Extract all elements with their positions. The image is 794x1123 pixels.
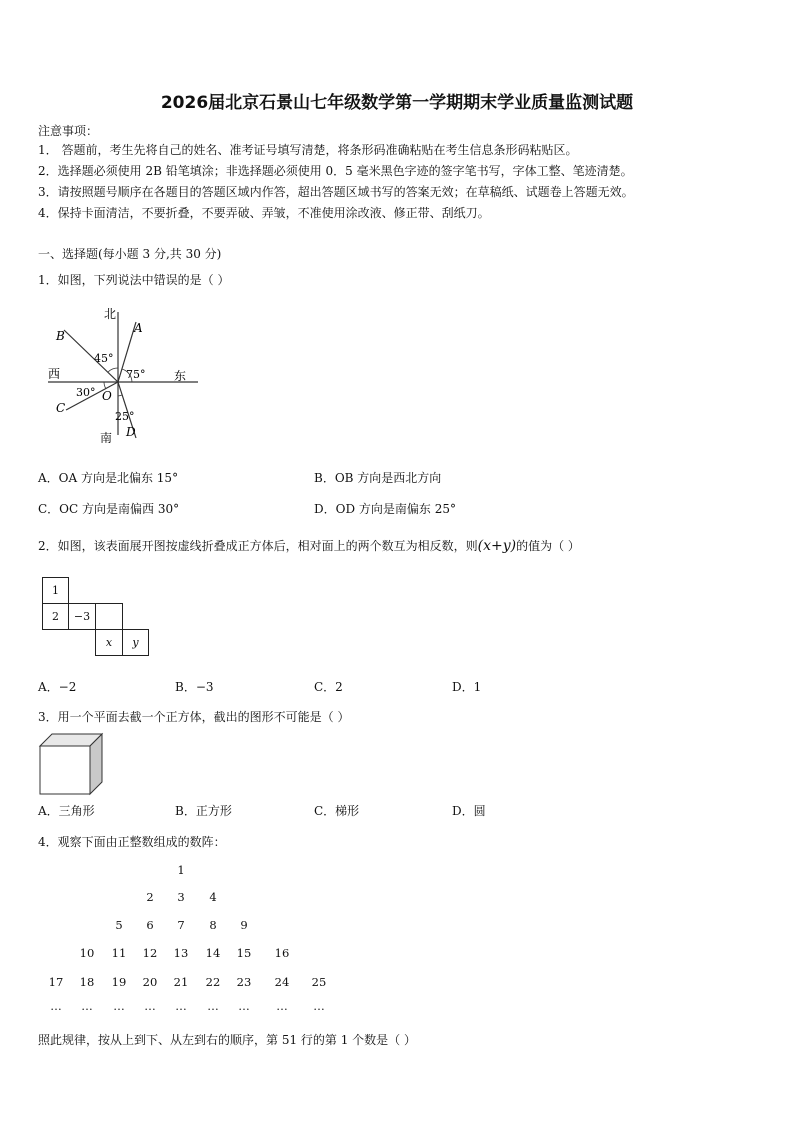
q3-option-c: C．梯形 bbox=[314, 804, 360, 818]
array-number: 9 bbox=[240, 918, 248, 932]
label-east: 东 bbox=[174, 369, 187, 383]
array-number: 16 bbox=[274, 946, 290, 960]
array-number: 21 bbox=[173, 975, 189, 989]
q3-option-a: A．三角形 bbox=[38, 804, 95, 818]
q2-stem-pre: 2．如图，该表面展开图按虚线折叠成正方体后，相对面上的两个数互为相反数，则 bbox=[38, 539, 478, 553]
array-number: 5 bbox=[115, 918, 123, 932]
label-c: C bbox=[56, 401, 66, 415]
array-number: 4 bbox=[209, 890, 217, 904]
array-number: … bbox=[144, 999, 156, 1013]
label-south: 南 bbox=[100, 431, 113, 445]
net-cell-x: x bbox=[95, 629, 123, 656]
array-number: … bbox=[113, 999, 125, 1013]
array-number: 11 bbox=[111, 946, 127, 960]
array-number: … bbox=[81, 999, 93, 1013]
array-number: … bbox=[238, 999, 250, 1013]
net-cell-2: 2 bbox=[42, 603, 69, 630]
question-4-stem: 4．观察下面由正整数组成的数阵： bbox=[38, 835, 226, 849]
array-number: 22 bbox=[205, 975, 221, 989]
q3-option-d: D．圆 bbox=[452, 804, 486, 818]
q2-option-b: B．−3 bbox=[175, 680, 214, 694]
array-number: … bbox=[175, 999, 187, 1013]
compass-figure bbox=[38, 300, 208, 450]
array-number: 20 bbox=[142, 975, 158, 989]
page-title: 2026届北京石景山七年级数学第一学期期末学业质量监测试题 bbox=[160, 93, 634, 113]
array-number: 15 bbox=[236, 946, 252, 960]
net-cell-blank bbox=[95, 603, 123, 630]
cube-figure bbox=[38, 732, 108, 796]
array-number: 23 bbox=[236, 975, 252, 989]
question-4-tail: 照此规律，按从上到下、从左到右的顺序，第 51 行的第 1 个数是（ ） bbox=[38, 1033, 416, 1047]
label-angle-45: 45° bbox=[94, 352, 114, 365]
array-number: 12 bbox=[142, 946, 158, 960]
array-number: 6 bbox=[146, 918, 154, 932]
question-1-stem: 1．如图，下列说法中错误的是（ ） bbox=[38, 273, 230, 287]
array-number: 8 bbox=[209, 918, 217, 932]
net-cell-minus3: −3 bbox=[68, 603, 96, 630]
q2-option-c: C．2 bbox=[314, 680, 343, 694]
array-number: 25 bbox=[311, 975, 327, 989]
array-number: 1 bbox=[177, 863, 185, 877]
label-angle-25: 25° bbox=[115, 410, 135, 423]
net-cell-1: 1 bbox=[42, 577, 69, 604]
section-heading: 一、选择题(每小题 3 分,共 30 分) bbox=[38, 247, 222, 261]
q2-stem-post: 的值为（ ） bbox=[516, 539, 580, 553]
array-number: 19 bbox=[111, 975, 127, 989]
question-3-stem: 3．用一个平面去截一个正方体，截出的图形不可能是（ ） bbox=[38, 710, 350, 724]
notice-item: 3．请按照题号顺序在各题目的答题区域内作答，超出答题区域书写的答案无效；在草稿纸、试题卷上答题无效。 bbox=[38, 185, 634, 199]
array-number: 7 bbox=[177, 918, 185, 932]
array-number: 2 bbox=[146, 890, 154, 904]
array-number: 10 bbox=[79, 946, 95, 960]
q1-option-b: B．OB 方向是西北方向 bbox=[314, 471, 442, 485]
notice-item: 4．保持卡面清洁，不要折叠，不要弄破、弄皱，不准使用涂改液、修正带、刮纸刀。 bbox=[38, 206, 490, 220]
q2-option-a: A．−2 bbox=[38, 680, 77, 694]
label-north: 北 bbox=[104, 307, 117, 321]
array-number: … bbox=[207, 999, 219, 1013]
q2-option-d: D．1 bbox=[452, 680, 482, 694]
array-number: … bbox=[276, 999, 288, 1013]
label-o: O bbox=[102, 389, 112, 403]
array-number: … bbox=[313, 999, 325, 1013]
array-number: 14 bbox=[205, 946, 221, 960]
q1-option-a: A．OA 方向是北偏东 15° bbox=[38, 471, 179, 485]
label-angle-75: 75° bbox=[126, 368, 146, 381]
array-number: 13 bbox=[173, 946, 189, 960]
array-number: … bbox=[50, 999, 62, 1013]
notice-item: 2．选择题必须使用 2B 铅笔填涂；非选择题必须使用 0．5 毫米黑色字迹的签字笔书写，字体工整、笔迹清楚。 bbox=[38, 164, 633, 178]
label-a: A bbox=[134, 321, 143, 335]
q3-option-b: B．正方形 bbox=[175, 804, 232, 818]
q1-option-c: C．OC 方向是南偏西 30° bbox=[38, 502, 180, 516]
q2-stem-expr: (x+y) bbox=[477, 538, 517, 554]
question-2-stem bbox=[38, 537, 580, 554]
array-number: 24 bbox=[274, 975, 290, 989]
array-number: 3 bbox=[177, 890, 185, 904]
notice-heading: 注意事项： bbox=[38, 124, 99, 138]
label-d: D bbox=[126, 425, 136, 439]
array-number: 17 bbox=[48, 975, 64, 989]
net-cell-y: y bbox=[122, 629, 149, 656]
notice-item: 1． 答题前，考生先将自己的姓名、准考证号填写清楚，将条形码准确粘贴在考生信息条形码粘贴区。 bbox=[38, 143, 578, 157]
array-number: 18 bbox=[79, 975, 95, 989]
label-angle-30: 30° bbox=[76, 386, 96, 399]
label-b: B bbox=[56, 329, 65, 343]
label-west: 西 bbox=[48, 367, 61, 381]
q1-option-d: D．OD 方向是南偏东 25° bbox=[314, 502, 456, 516]
